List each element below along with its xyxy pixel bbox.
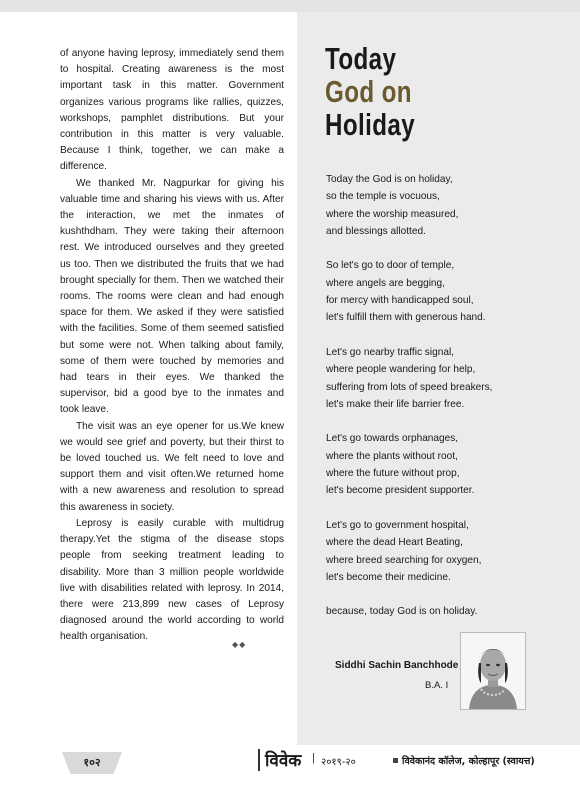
poem-line: where the dead Heart Beating, <box>326 537 463 549</box>
author-name: Siddhi Sachin Banchhode <box>335 660 459 671</box>
author-portrait-icon <box>461 633 525 709</box>
poem-line: where angels are begging, <box>326 277 445 289</box>
poem-stanza <box>326 344 566 413</box>
poem-line: for mercy with handicapped soul, <box>326 295 474 307</box>
article-end-mark: ◆◆ <box>232 640 247 649</box>
poem-line: where breed searching for oxygen, <box>326 554 482 566</box>
magazine-name: विवेक <box>265 751 302 771</box>
article-paragraph: of anyone having leprosy, immediately send them to hospital. Creating awareness is the most important task in this matter. Government organizes various programs like rallies, quizzes, workshops, pamphlet distributions. But your contribution in this matter is very valuable. Because I think, together, we can make a difference. <box>60 48 284 173</box>
poem-line: Let's go to government hospital, <box>326 519 469 531</box>
poem-title-line: Today <box>325 41 397 76</box>
poem-line: because, today God is on holiday. <box>326 606 478 618</box>
poem-line: So let's go to door of temple, <box>326 260 455 272</box>
poem-title-line: Holiday <box>325 107 416 142</box>
square-bullet-icon <box>393 758 398 763</box>
article-paragraph: Leprosy is easily curable with multidrug therapy.Yet the stigma of the disease stops people from seeking treatment leading to disability. More than 3 million people worldwide live with disabilities related with leprosy. In 2014, there were 213,899 new cases of Leprosy diagnosed around the world according to world health organisation. <box>60 517 284 643</box>
poem-line: Let's go nearby traffic signal, <box>326 346 454 358</box>
article-paragraph: We thanked Mr. Nagpurkar for giving his valuable time and sharing his views with us. After the interaction, we met the inmates of kushthdham. They were taking their afternoon rest. We introduced ourselves and they greeted us too. Then we distributed the fruits that we had brought specially for them. Then we watched their rooms. The rooms were clean and had enough space for them. We asked if they were satisfied with the facilities. Some of them seemed satisfied but some were not. When talking about family, some of them were touched by memories and had tears in their eyes. We thanked the supervisor, bid a good bye to the inmates and took leave. <box>60 177 284 416</box>
poem-title-line: God on <box>325 74 412 109</box>
poem-line: where the future without prop, <box>326 468 460 480</box>
college-name: विवेकानंद कॉलेज, कोल्हापूर (स्वायत्त) <box>402 756 535 767</box>
poem-stanza <box>326 603 566 620</box>
poem-title <box>325 42 415 141</box>
poem-line: where the worship measured, <box>326 208 459 220</box>
poem-line: and blessings allotted. <box>326 225 426 237</box>
poem-body <box>326 171 566 638</box>
page-top-border <box>0 0 580 12</box>
poem-line: let's become their medicine. <box>326 571 451 583</box>
poem-stanza <box>326 257 566 326</box>
footer-divider <box>258 749 260 771</box>
poem-line: Today the God is on holiday, <box>326 174 453 185</box>
magazine-year: २०१९-२० <box>321 757 356 768</box>
poem-stanza <box>326 430 566 499</box>
poem-line: where the plants without root, <box>326 450 458 462</box>
poem-line: let's fulfill them with generous hand. <box>326 312 486 324</box>
article-text <box>60 46 284 646</box>
author-photo <box>460 632 526 710</box>
poem-line: where people wandering for help, <box>326 364 476 376</box>
author-class: B.A. I <box>425 680 449 691</box>
poem-stanza <box>326 517 566 586</box>
poem-line: let's make their life barrier free. <box>326 398 465 410</box>
poem-line: so the temple is vocuous, <box>326 191 440 203</box>
poem-line: let's become president supporter. <box>326 485 475 497</box>
poem-line: suffering from lots of speed breakers, <box>326 381 493 393</box>
page-number: १०२ <box>83 757 101 769</box>
article-paragraph: The visit was an eye opener for us.We knew we would see grief and poverty, but their thirst to be loved touched us. We felt need to love and support them and visit often.We returned home with a new awareness and resolution to spread this awareness in society. <box>60 420 284 513</box>
poem-line: Let's go towards orphanages, <box>326 433 459 445</box>
poem-stanza <box>326 171 566 240</box>
footer-separator: | <box>312 752 315 764</box>
